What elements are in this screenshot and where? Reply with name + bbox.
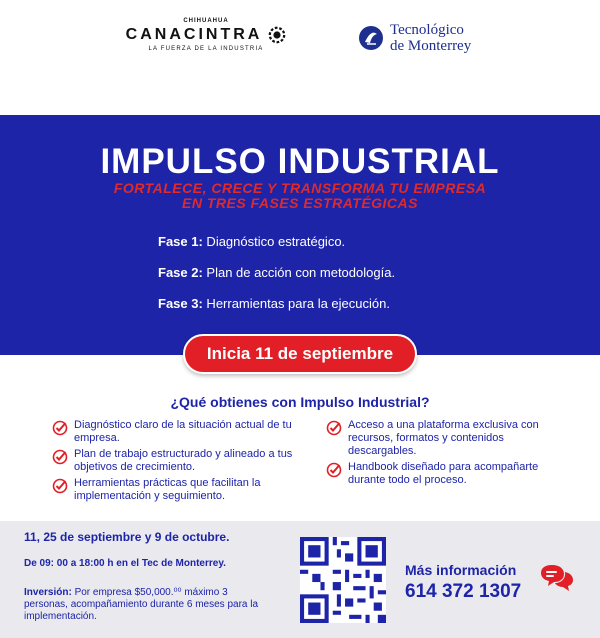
check-icon: [326, 420, 342, 436]
hero-subtitle-line2: EN TRES FASES ESTRATÉGICAS: [182, 195, 418, 211]
phase-item: Fase 2: Plan de acción con metodología.: [158, 265, 396, 280]
benefits-right-list: [326, 419, 546, 490]
check-icon: [52, 449, 68, 465]
hero-subtitle-line1: FORTALECE, CRECE Y TRANSFORMA TU EMPRESA: [113, 180, 487, 196]
list-item: Acceso a una plataforma exclusiva con recursos, formatos y contenidos descargables.: [326, 419, 546, 458]
phase-item: Fase 1: Diagnóstico estratégico.: [158, 234, 346, 249]
list-item: Handbook diseñado para acompañarte durante todo el proceso.: [326, 461, 546, 487]
check-icon: [52, 478, 68, 494]
start-date-button[interactable]: Inicia 11 de septiembre: [183, 334, 417, 374]
phone-number[interactable]: 614 372 1307: [405, 581, 522, 602]
list-item: Plan de trabajo estructurado y alineado a tus objetivos de crecimiento.: [52, 448, 302, 474]
investment-text: Inversión: Por empresa $50,000.⁰⁰ máximo 3 personas, acompañamiento durante 6 meses para la implementación.: [24, 587, 259, 622]
canacintra-name: CANACINTRA: [125, 26, 263, 43]
qr-code-icon[interactable]: [300, 537, 386, 623]
phase-item: Fase 3: Herramientas para la ejecución.: [158, 296, 390, 311]
check-icon: [52, 420, 68, 436]
tec-seal-icon: [358, 25, 384, 51]
canacintra-logo: [116, 18, 296, 52]
event-hours: De 09: 00 a 18:00 h en el Tec de Monterrey.: [24, 558, 226, 569]
tec-name-line2: de Monterrey: [390, 38, 472, 54]
benefits-left-list: [52, 419, 302, 506]
more-info-label: Más información: [405, 562, 517, 578]
more-info: [405, 562, 521, 603]
hero-subtitle: [0, 181, 600, 211]
header: [0, 0, 600, 112]
list-item: Diagnóstico claro de la situación actual de tu empresa.: [52, 419, 302, 445]
canacintra-region: CHIHUAHUA: [183, 18, 229, 24]
chat-bubbles-icon: [540, 563, 574, 593]
hero-title: IMPULSO INDUSTRIAL: [100, 142, 500, 181]
phase-list: [158, 234, 558, 327]
tec-logo: [358, 22, 471, 54]
list-item: Herramientas prácticas que facilitan la implementación y seguimiento.: [52, 477, 302, 503]
tec-name-line1: Tecnológico: [390, 22, 464, 38]
gear-icon: [268, 26, 286, 44]
event-dates: 11, 25 de septiembre y 9 de octubre.: [24, 530, 230, 544]
canacintra-tagline: LA FUERZA DE LA INDUSTRIA: [148, 46, 264, 52]
benefits-heading: ¿Qué obtienes con Impulso Industrial?: [170, 394, 430, 410]
check-icon: [326, 462, 342, 478]
